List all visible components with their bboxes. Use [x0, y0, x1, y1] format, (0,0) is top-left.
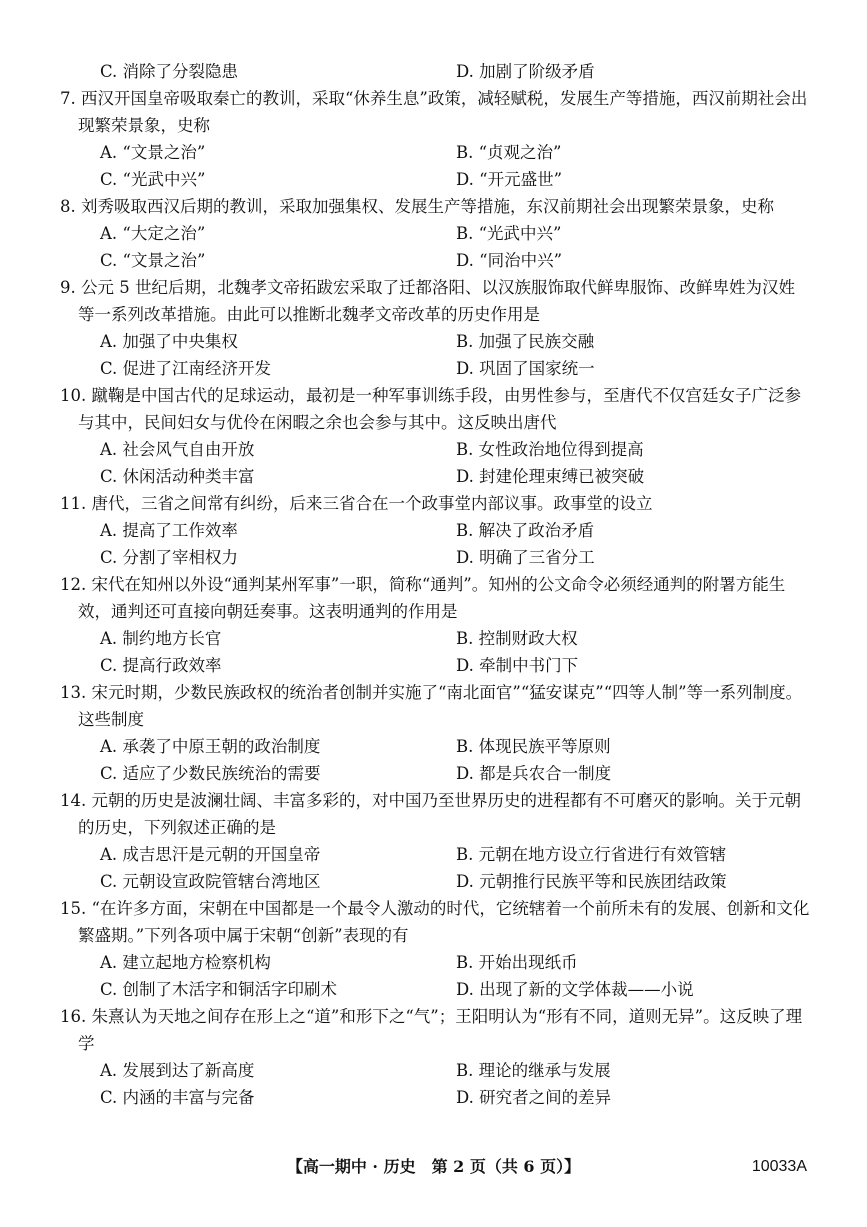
- question-stem: 9. 公元 5 世纪后期，北魏孝文帝拓跋宏采取了迁都洛阳、以汉族服饰取代鲜卑服饰、改鲜卑姓为汉姓等一系列改革措施。由此可以推断北魏孝文帝改革的历史作用是: [60, 278, 795, 324]
- options: [60, 328, 810, 382]
- option-b: B. 元朝在地方设立行省进行有效管辖: [456, 845, 727, 864]
- option-c: C. 适应了少数民族统治的需要: [100, 764, 321, 783]
- option-a: A. “大定之治”: [100, 224, 206, 243]
- option-b: B. 女性政治地位得到提高: [456, 440, 644, 459]
- option-a: A. 制约地方长官: [100, 629, 222, 648]
- option-d: D. 都是兵农合一制度: [456, 764, 612, 783]
- option-c: C. 提高行政效率: [100, 656, 222, 675]
- options: [60, 517, 810, 571]
- question-15: [60, 895, 810, 1003]
- option-b: B. 解决了政治矛盾: [456, 521, 595, 540]
- option-c: C. “文景之治”: [100, 251, 206, 270]
- options: [60, 841, 810, 895]
- question-stem: 13. 宋元时期，少数民族政权的统治者创制并实施了“南北面官”“猛安谋克”“四等人制”等一系列制度。这些制度: [60, 683, 803, 729]
- options: [60, 139, 810, 193]
- option-d: D. “同治中兴”: [456, 251, 563, 270]
- option-c: C. 分割了宰相权力: [100, 548, 239, 567]
- option-a: A. 提高了工作效率: [100, 521, 238, 540]
- option-a: A. 建立起地方检察机构: [100, 953, 271, 972]
- question-stem: 16. 朱熹认为天地之间存在形上之“道”和形下之“气”；王阳明认为“形有不同，道则无异”。这反映了理学: [60, 1007, 803, 1053]
- option-b: B. 控制财政大权: [456, 629, 578, 648]
- option-c: C. 休闲活动种类丰富: [100, 467, 255, 486]
- option-a: A. 成吉思汗是元朝的开国皇帝: [100, 845, 321, 864]
- question-6-tail: [60, 58, 810, 85]
- question-11: [60, 490, 810, 571]
- option-c: C. “光武中兴”: [100, 170, 206, 189]
- option-a: A. 发展到达了新高度: [100, 1061, 255, 1080]
- option-d: D. “开元盛世”: [456, 170, 563, 189]
- paper-code: 10033A: [751, 1158, 807, 1175]
- question-stem: 12. 宋代在知州以外设“通判某州军事”一职，简称“通判”。知州的公文命令必须经通判的附署方能生效，通判还可直接向朝廷奏事。这表明通判的作用是: [60, 575, 786, 621]
- question-8: [60, 193, 810, 274]
- option-a: A. 加强了中央集权: [100, 332, 238, 351]
- option-c: C. 消除了分裂隐患: [100, 62, 239, 81]
- option-d: D. 研究者之间的差异: [456, 1088, 612, 1107]
- question-12: [60, 571, 810, 679]
- question-stem: 11. 唐代，三省之间常有纠纷，后来三省合在一个政事堂内部议事。政事堂的设立: [60, 494, 653, 513]
- question-stem: 14. 元朝的历史是波澜壮阔、丰富多彩的，对中国乃至世界历史的进程都有不可磨灭的影响。关于元朝的历史，下列叙述正确的是: [60, 791, 801, 837]
- option-a: A. “文景之治”: [100, 143, 206, 162]
- question-list: [60, 58, 810, 1111]
- question-stem: 15. “在许多方面，宋朝在中国都是一个最令人激动的时代，它统辖着一个前所未有的发展、创新和文化繁盛期。”下列各项中属于宋朝“创新”表现的有: [60, 899, 810, 945]
- options: [60, 625, 810, 679]
- question-16: [60, 1003, 810, 1111]
- option-d: D. 明确了三省分工: [456, 548, 595, 567]
- option-d: D. 巩固了国家统一: [456, 359, 595, 378]
- question-9: [60, 274, 810, 382]
- option-a: A. 社会风气自由开放: [100, 440, 255, 459]
- question-stem: 10. 蹴鞠是中国古代的足球运动，最初是一种军事训练手段，由男性参与，至唐代不仅宫廷女子广泛参与其中，民间妇女与优伶在闲暇之余也会参与其中。这反映出唐代: [60, 386, 801, 432]
- option-d: D. 封建伦理束缚已被突破: [456, 467, 645, 486]
- option-d: D. 出现了新的文学体裁——小说: [456, 980, 694, 999]
- options: [60, 949, 810, 1003]
- page-footer: [0, 1153, 867, 1180]
- question-10: [60, 382, 810, 490]
- option-d: D. 加剧了阶级矛盾: [456, 62, 595, 81]
- question-7: [60, 85, 810, 193]
- question-13: [60, 679, 810, 787]
- options: [60, 436, 810, 490]
- options: [60, 220, 810, 274]
- option-d: D. 牵制中书门下: [456, 656, 579, 675]
- option-b: B. “光武中兴”: [456, 224, 562, 243]
- option-b: B. 体现民族平等原则: [456, 737, 611, 756]
- question-stem: 8. 刘秀吸取西汉后期的教训，采取加强集权、发展生产等措施，东汉前期社会出现繁荣景象，史称: [60, 197, 774, 216]
- question-14: [60, 787, 810, 895]
- option-c: C. 创制了木活字和铜活字印刷术: [100, 980, 338, 999]
- question-stem: 7. 西汉开国皇帝吸取秦亡的教训，采取“休养生息”政策，减轻赋税，发展生产等措施，西汉前期社会出现繁荣景象，史称: [60, 89, 808, 135]
- options: [60, 1057, 810, 1111]
- option-b: B. 加强了民族交融: [456, 332, 595, 351]
- option-a: A. 承袭了中原王朝的政治制度: [100, 737, 321, 756]
- page-number: 【高一期中 · 历史 第 2 页（共 6 页）】: [286, 1157, 581, 1176]
- option-b: B. “贞观之治”: [456, 143, 562, 162]
- option-c: C. 元朝设宣政院管辖台湾地区: [100, 872, 321, 891]
- option-b: B. 理论的继承与发展: [456, 1061, 611, 1080]
- option-c: C. 促进了江南经济开发: [100, 359, 272, 378]
- option-c: C. 内涵的丰富与完备: [100, 1088, 255, 1107]
- options: [60, 733, 810, 787]
- option-d: D. 元朝推行民族平等和民族团结政策: [456, 872, 727, 891]
- option-b: B. 开始出现纸币: [456, 953, 578, 972]
- options: [60, 58, 810, 85]
